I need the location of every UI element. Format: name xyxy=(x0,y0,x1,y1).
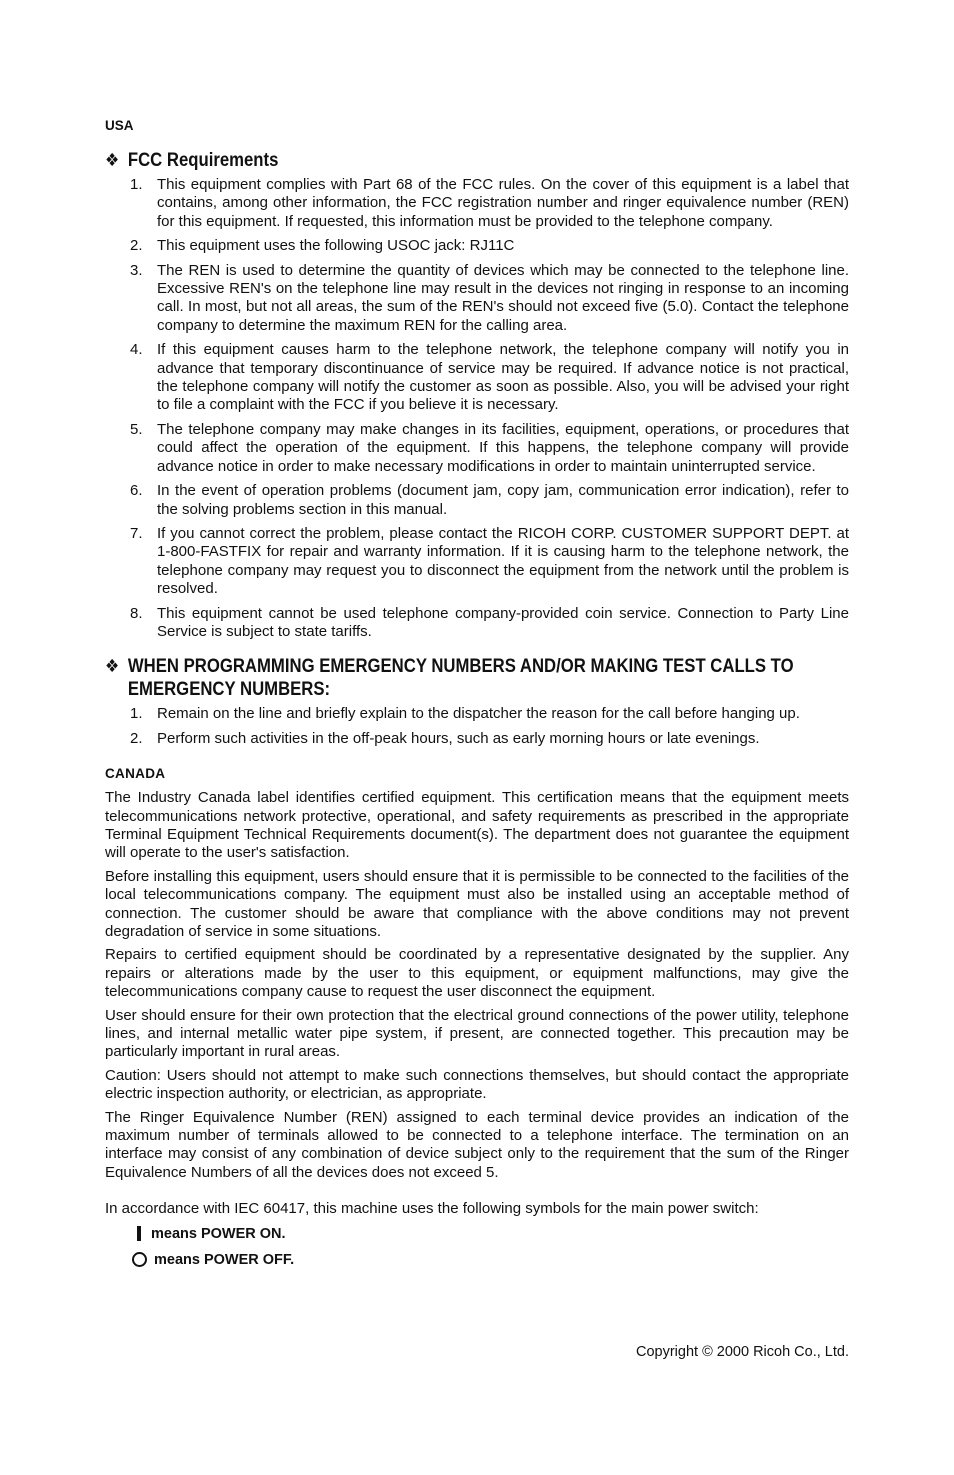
list-item-number: 6. xyxy=(130,482,143,500)
diamond-bullet-icon: ❖ xyxy=(105,656,120,677)
list-item xyxy=(105,421,849,476)
list-item-number: 1. xyxy=(130,705,143,723)
diamond-bullet-icon: ❖ xyxy=(105,150,120,170)
power-off-legend xyxy=(132,1251,849,1269)
canada-paragraph: Before installing this equipment, users should ensure that it is permissible to be connected to the facilities of the local telecommunications company. The equipment must also be installed using an acceptable method of connection. The customer should be aware that compliance with the above conditions may not prevent degradation of service in some situations. xyxy=(105,867,849,940)
canada-paragraph: User should ensure for their own protection that the electrical ground connections of the power utility, telephone lines, and internal metallic water pipe system, if present, are connected together. This precaution may be particularly important in rural areas. xyxy=(105,1006,849,1061)
region-heading-usa: USA xyxy=(105,118,134,133)
list-item-text: This equipment uses the following USOC jack: RJ11C xyxy=(157,237,515,255)
power-symbols-intro: In accordance with IEC 60417, this machine uses the following symbols for the main power switch: xyxy=(105,1200,759,1218)
list-item-text: The REN is used to determine the quantity of devices which may be connected to the telephone line. Excessive REN's on the telephone line may result in the devices not ringing in response to an incoming call. In most, but not all areas, the sum of the REN's should not exceed five (5.0). Contact the telephone company to determine the maximum REN for the calling area. xyxy=(157,261,849,334)
list-item xyxy=(105,525,849,599)
list-item xyxy=(105,705,849,723)
power-on-label: means POWER ON. xyxy=(151,1225,286,1242)
list-item-number: 8. xyxy=(130,604,143,622)
emergency-list xyxy=(105,705,849,748)
canada-paragraph: Repairs to certified equipment should be coordinated by a representative designated by the supplier. Any repairs or alterations made by the user to this equipment, or equipment malfunctions, may give the telecommunications company cause to request the user disconnect the equipment. xyxy=(105,946,849,1001)
list-item-number: 3. xyxy=(130,261,143,279)
list-item xyxy=(105,262,849,336)
list-item xyxy=(105,605,849,642)
list-item-number: 7. xyxy=(130,524,143,542)
list-item-number: 4. xyxy=(130,341,143,359)
list-item-text: If this equipment causes harm to the telephone network, the telephone company will notify you in advance that temporary discontinuance of service may be required. If advance notice is not practical, the telephone company will notify the customer as soon as possible. Also, you will be advised your right to file a complaint with the FCC if you believe it is necessary. xyxy=(157,341,849,414)
list-item-text: This equipment complies with Part 68 of the FCC rules. On the cover of this equipment is a label that contains, among other information, the FCC registration number and ringer equivalence number (REN) for this equipment. If requested, this information must be provided to the telephone company. xyxy=(157,176,849,230)
list-item-text: In the event of operation problems (document jam, copy jam, communication error indication), refer to the solving problems section in this manual. xyxy=(157,482,849,518)
fcc-requirements-list xyxy=(105,176,849,641)
section-title-emergency xyxy=(105,655,868,701)
list-item xyxy=(105,341,849,415)
power-off-circle-icon xyxy=(132,1252,147,1267)
section-title-fcc-text: FCC Requirements xyxy=(127,150,279,171)
section-title-fcc xyxy=(105,149,868,172)
canada-paragraph: Caution: Users should not attempt to make such connections themselves, but should contact the appropriate electric inspection authority, or electrician, as appropriate. xyxy=(105,1066,849,1103)
power-on-legend xyxy=(132,1225,849,1243)
list-item-text: This equipment cannot be used telephone company-provided coin service. Connection to Party Line Service is subject to state tariffs. xyxy=(157,604,849,640)
power-on-bar-icon xyxy=(137,1226,141,1241)
list-item-text: The telephone company may make changes in its facilities, equipment, operations, or procedures that could affect the operation of the equipment. If this happens, the telephone company will provide advance notice in order to make necessary modifications in order to maintain uninterrupted service. xyxy=(157,420,849,475)
section-title-emergency-text: WHEN PROGRAMMING EMERGENCY NUMBERS AND/OR MAKING TEST CALLS TO EMERGENCY NUMBERS: xyxy=(127,656,794,701)
power-off-label: means POWER OFF. xyxy=(154,1251,295,1268)
list-item xyxy=(105,176,849,231)
list-item-number: 2. xyxy=(130,729,143,747)
list-item-text: Remain on the line and briefly explain to the dispatcher the reason for the call before hanging up. xyxy=(157,705,800,723)
copyright-notice: Copyright © 2000 Ricoh Co., Ltd. xyxy=(636,1344,849,1360)
list-item xyxy=(105,482,849,519)
document-page xyxy=(105,118,849,1277)
canada-paragraph: The Ringer Equivalence Number (REN) assigned to each terminal device provides an indication of the maximum number of terminals allowed to be connected to a telephone interface. The termination on an interface may consist of any combination of device subject only to the requirement that the sum of the Ringer Equivalence Numbers of all the devices does not exceed 5. xyxy=(105,1108,849,1181)
canada-paragraph: The Industry Canada label identifies certified equipment. This certification means that the equipment meets telecommunications network protective, operational, and safety requirements as prescribed in the appropriate Terminal Equipment Technical Requirements document(s). The department does not guarantee the equipment will operate to the user's satisfaction. xyxy=(105,789,849,862)
list-item-number: 1. xyxy=(130,176,143,193)
list-item xyxy=(105,237,849,255)
list-item-text: If you cannot correct the problem, please contact the RICOH CORP. CUSTOMER SUPPORT DEPT. at 1-800-FASTFIX for repair and warranty information. If it is causing harm to the telephone network, the telephone company may request you to disconnect the equipment from the network until the problem is resolved. xyxy=(157,524,849,598)
list-item-number: 2. xyxy=(130,237,143,255)
region-heading-canada: CANADA xyxy=(105,766,166,782)
list-item-text: Perform such activities in the off-peak hours, such as early morning hours or late evenings. xyxy=(157,729,760,747)
list-item-number: 5. xyxy=(130,420,143,438)
list-item xyxy=(105,730,849,748)
